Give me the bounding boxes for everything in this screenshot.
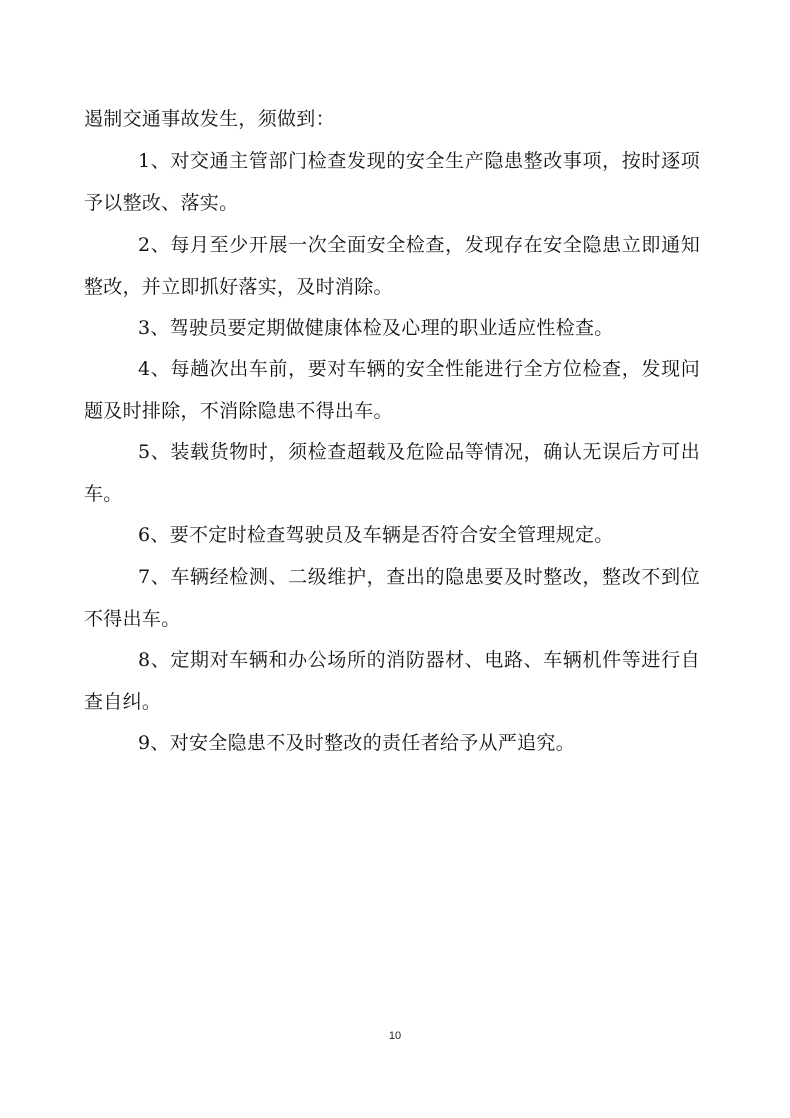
- list-item-6: 6、要不定时检查驾驶员及车辆是否符合安全管理规定。: [138, 524, 614, 546]
- page-number: 10: [388, 1030, 402, 1042]
- list-item-2: 2、每月至少开展一次全面安全检查，发现存在安全隐患立即通知整改，并立即抓好落实，及时消除。: [84, 234, 700, 298]
- list-item-3: 3、驾驶员要定期做健康体检及心理的职业适应性检查。: [138, 317, 614, 339]
- list-item-9: 9、对安全隐患不及时整改的责任者给予从严追究。: [138, 732, 575, 754]
- list-item-1: 1、对交通主管部门检查发现的安全生产隐患整改事项，按时逐项予以整改、落实。: [84, 150, 700, 214]
- list-item-4: 4、每趟次出车前，要对车辆的安全性能进行全方位检查，发现问题及时排除，不消除隐患不得出车。: [84, 358, 700, 422]
- list-item-7: 7、车辆经检测、二级维护，查出的隐患要及时整改，整改不到位不得出车。: [84, 566, 700, 630]
- list-item-5: 5、装载货物时，须检查超载及危险品等情况，确认无误后方可出车。: [84, 441, 700, 505]
- intro-paragraph: 遏制交通事故发生，须做到：: [84, 108, 335, 130]
- list-item-8: 8、定期对车辆和办公场所的消防器材、电路、车辆机件等进行自查自纠。: [84, 649, 700, 713]
